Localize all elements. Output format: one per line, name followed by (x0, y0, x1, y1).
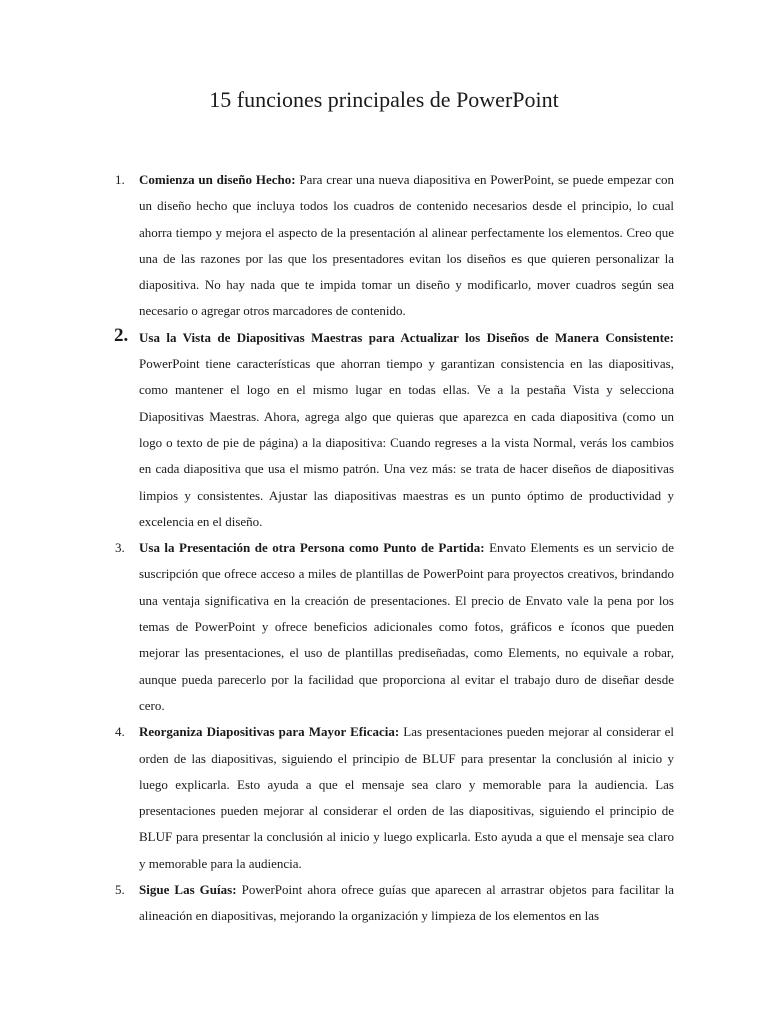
list-item-number: 4. (115, 724, 125, 740)
functions-list (114, 167, 675, 930)
list-item-heading: Comienza un diseño Hecho: (139, 172, 296, 187)
list-item-heading: Usa la Vista de Diapositivas Maestras para Actualizar los Diseños de Manera Consistente: (139, 329, 674, 345)
list-item (115, 719, 674, 877)
list-item (115, 535, 675, 719)
list-item-text: Las presentaciones pueden mejorar al considerar el orden de las diapositivas, siguiendo el principio de BLUF para presentar la conclusión al inicio y luego explicarla. Esto ayuda a que el mensaje sea claro y memorable para la audiencia. Las presentaciones pueden mejorar al considerar el orden de las diapositivas, siguiendo el principio de BLUF para presentar la conclusión al inicio y luego explicarla. Esto ayuda a que el mensaje sea claro y memorable para la audiencia. (139, 724, 674, 871)
list-item (114, 324, 674, 535)
list-item-text: Envato Elements es un servicio de suscripción que ofrece acceso a miles de plantillas de PowerPoint para proyectos creativos, brindando una ventaja significativa en la creación de presentaciones. El precio de Envato vale la pena por los temas de PowerPoint y ofrece beneficios adicionales como fotos, gráficos e íconos que pueden mejorar las presentaciones, el uso de plantillas prediseñadas, como Elements, no equivale a robar, aunque pueda parecerlo por la facilidad que proporciona al evitar el trabajo duro de diseñar desde cero. (139, 540, 675, 713)
list-item-heading: Sigue Las Guías: (139, 882, 237, 898)
page-title: 15 funciones principales de PowerPoint (209, 87, 559, 112)
list-item-number: 2. (114, 324, 129, 346)
list-item-number: 5. (115, 882, 125, 898)
list-item (115, 877, 674, 930)
list-item-number: 3. (115, 540, 125, 556)
list-item (115, 167, 675, 325)
list-item-number: 1. (115, 172, 125, 187)
list-item-text: PowerPoint ahora ofrece guías que aparecen al arrastrar objetos para facilitar la alineación en diapositivas, mejorando la organización y limpieza de los elementos en las (139, 882, 674, 924)
list-item-heading: Usa la Presentación de otra Persona como Punto de Partida: (139, 540, 485, 556)
list-item-text: PowerPoint tiene características que ahorran tiempo y garantizan consistencia en las diapositivas, como mantener el logo en el mismo lugar en todas ellas. Ve a la pestaña Vista y selecciona Diapositivas Maestras. Ahora, agrega algo que quieras que aparezca en cada diapositiva (como un logo o texto de pie de página) a la diapositiva: Cuando regreses a la vista Normal, verás los cambios en cada diapositiva que usa el mismo patrón. Una vez más: se trata de hacer diseños de diapositivas limpios y consistentes. Ajustar las diapositivas maestras es un punto óptimo de productividad y excelencia en el diseño. (139, 356, 674, 529)
list-item-text: Para crear una nueva diapositiva en PowerPoint, se puede empezar con un diseño hecho que incluya todos los cuadros de contenido necesarios desde el principio, lo cual ahorra tiempo y mejora el aspecto de la presentación al alinear perfectamente los elementos. Creo que una de las razones por las que los presentadores evitan los diseños es que quieren personalizar la diapositiva. No hay nada que te impida tomar un diseño y modificarlo, mover cuadros según sea necesario o agregar otros marcadores de contenido. (139, 172, 675, 319)
list-item-heading: Reorganiza Diapositivas para Mayor Eficacia: (139, 724, 400, 740)
